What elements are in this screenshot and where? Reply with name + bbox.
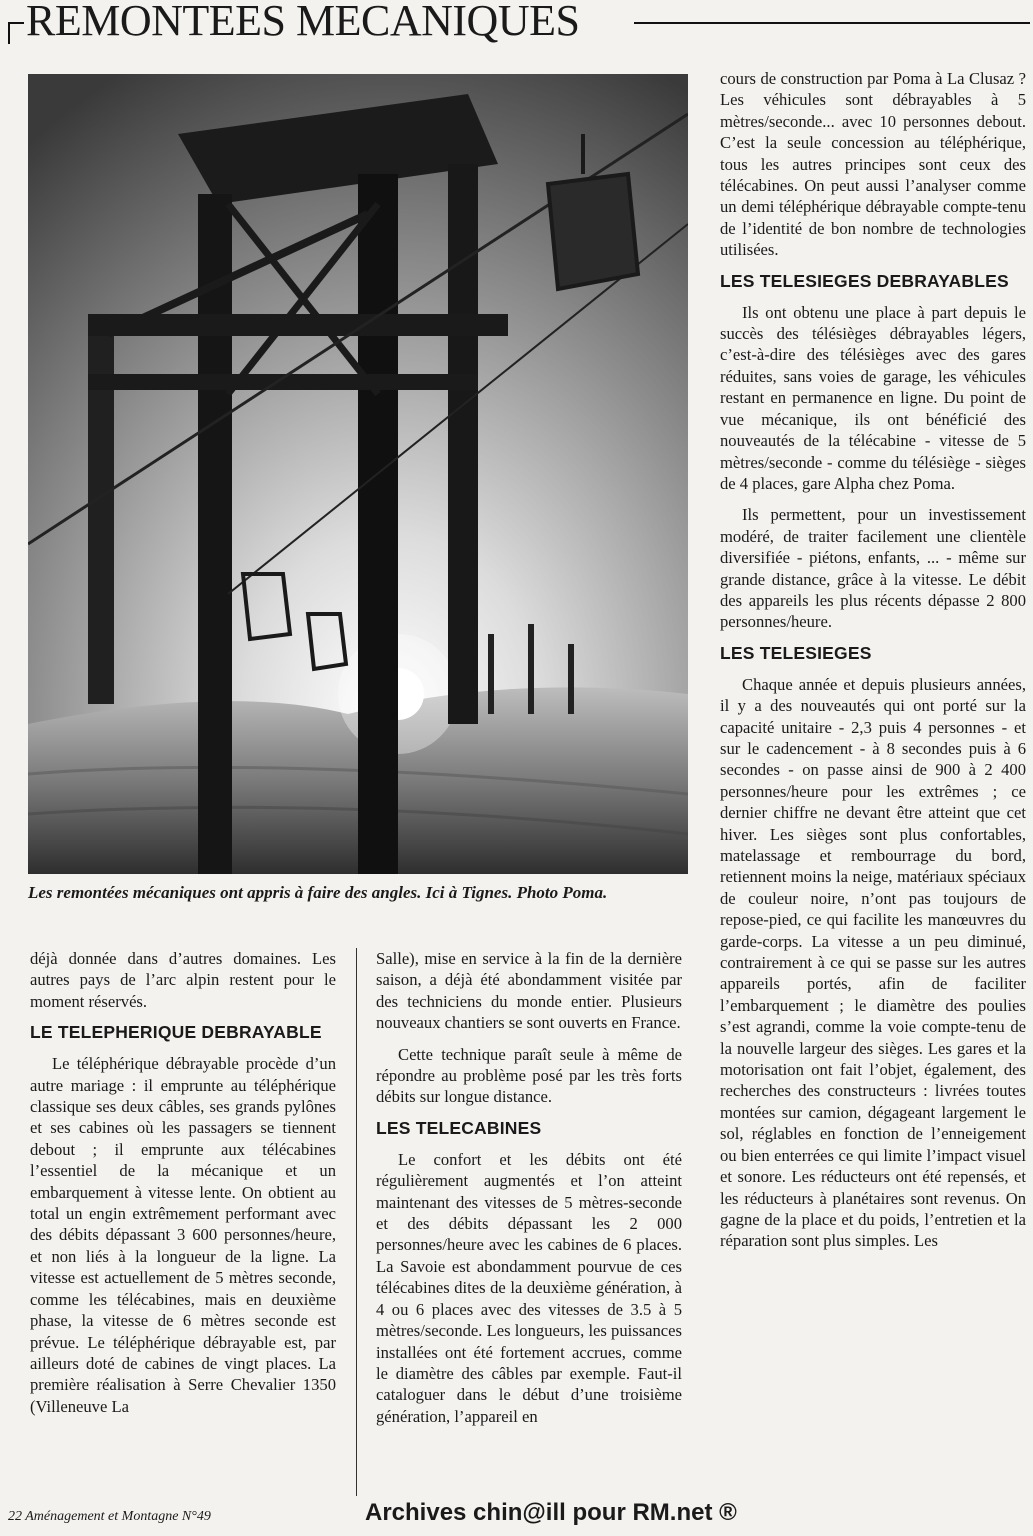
chairlift-photo: [28, 74, 688, 874]
column-divider: [356, 948, 357, 1496]
archive-credit: Archives chin@ill pour RM.net ®: [365, 1499, 737, 1526]
column-c: [720, 68, 1026, 1252]
column-b-paragraph-2: Cette technique paraît seule à même de répondre au problème posé par les très forts débits sur longue distance.: [376, 1044, 682, 1107]
column-c-paragraph-1: cours de construction par Poma à La Clusaz ? Les véhicules sont débrayables à 5 mètres/seconde... avec 10 personnes debout. C’est la seule concession au téléphérique, tous les autres principes sont ceux des télécabines. On peut aussi l’analyser comme un demi téléphérique débrayable compte-tenu de l’identité de bon nombre de technologies utilisées.: [720, 69, 1026, 260]
title-row: [8, 0, 1030, 46]
heading-telesieges: LES TELESIEGES: [720, 642, 872, 663]
photo-caption: Les remontées mécaniques ont appris à faire des angles. Ici à Tignes. Photo Poma.: [28, 883, 608, 902]
page-title: REMONTEES MECANIQUES: [26, 0, 580, 45]
column-b-paragraph-1: Salle), mise en service à la fin de la dernière saison, a déjà été abondamment visitée par des techniciens du monde entier. Plusieurs nouveaux chantiers se sont ouverts en France.: [376, 949, 682, 1033]
chairlift-photo-icon: [28, 74, 688, 874]
column-b: [376, 948, 682, 1427]
column-b-paragraph-3: Le confort et les débits ont été régulièrement augmentés et l’on atteint maintenant des vitesses de 5 mètres-seconde et des débits dépassant les 2 000 personnes/heure avec les cabines de 6 places. La Savoie est abondamment pourvue de ces télécabines dites de la deuxième génération, à 4 ou 6 places avec des vitesses de 3.5 à 5 mètres/seconde. Les longueurs, les puissances installées ont été fortement accrues, comme le diamètre des câbles par exemple. Faut-il cataloguer dans le début d’une troisième génération, l’appareil en: [376, 1149, 682, 1426]
column-c-paragraph-3: Ils permettent, pour un investissement modéré, de traiter facilement une clientèle diversifiée - piétons, enfants, ... - même sur grande distance, grâce à la vitesse. Le débit des appareils les plus récents dépasse 2 800 personnes/heure.: [720, 505, 1026, 632]
title-rule: [634, 22, 1030, 24]
column-a-paragraph-1: déjà donnée dans d’autres domaines. Les autres pays de l’arc alpin restent pour le moment réservés.: [30, 949, 336, 1011]
column-c-paragraph-4: Chaque année et depuis plusieurs années, il y a des nouveautés qui ont porté sur la capacité unitaire - 2,3 puis 4 personnes - et sur le cadencement - à 8 secondes puis à 6 secondes - on passe ainsi de 900 à 2 400 personnes/heure pour les extrêmes ; ce dernier chiffre ne devant être atteint que cet hiver. Les sièges sont plus confortables, matelassage et rembourrage du bord, retiennent moins la neige, matériaux spéciaux de couleur noire, n’ont pas toujours de repose-pied, ce qui facilite les manœuvres du garde-corps. La vitesse a un peu diminué, contrairement à ce qui se passe sur les autres appareils portés, afin de faciliter l’embarquement ; le diamètre des poulies s’est agrandi, comme la voie compte-tenu de la nouvelle largeur des sièges. Les gares et la motorisation ont fait l’objet, également, des recherches des constructeurs : livrées toutes montées sur camion, dégageant largement le sol, réglables en fonction de l’enneigement ou bien enterrées ce qui limite l’impact visuel et sonore. Les réducteurs ont été repensés, et les réducteurs à planétaires sont revenus. On gagne de la place et du poids, l’entretien et la réparation sont plus simples. Les: [720, 674, 1026, 1251]
column-a: [30, 948, 336, 1417]
column-a-paragraph-2: Le téléphérique débrayable procède d’un autre mariage : il emprunte au téléphérique classique ses deux câbles, ses grands pylônes et ses cabines où les passagers se tiennent debout ; il emprunte aux télécabines l’essentiel de la mécanique et un embarquement à vitesse lente. On obtient au total un engin extrêmement performant avec des débits dépassant 3 600 personnes/heure, et non liés à la longueur de la ligne. La vitesse est actuellement de 5 mètres seconde, comme les télécabines, mais en deuxième phase, la vitesse de 6 mètres seconde est prévue. Le téléphérique débrayable est, par ailleurs doté de cabines de vingt places. La première réalisation à Serre Chevalier 1350 (Villeneuve La: [30, 1054, 336, 1416]
column-c-paragraph-2: Ils ont obtenu une place à part depuis le succès des télésièges débrayables légers, c’est-à-dire des télésièges avec des gares réduites, sans voies de garage, les véhicules restant en permanence en ligne. Du point de vue mécanique, ils ont bénéficié des nouveautés de la télécabine - vitesse de 5 mètres/seconde - comme du télésiège - sièges de 4 places, gare Alpha chez Poma.: [720, 302, 1026, 493]
heading-telecabines: LES TELECABINES: [376, 1117, 542, 1138]
title-bracket-top: [8, 22, 24, 24]
heading-telesieges-debrayables: LES TELESIEGES DEBRAYABLES: [720, 270, 1009, 291]
page-footer-reference: 22 Aménagement et Montagne N°49: [8, 1509, 211, 1524]
title-bracket: [8, 22, 10, 44]
heading-telepherique-debrayable: LE TELEPHERIQUE DEBRAYABLE: [30, 1022, 322, 1043]
